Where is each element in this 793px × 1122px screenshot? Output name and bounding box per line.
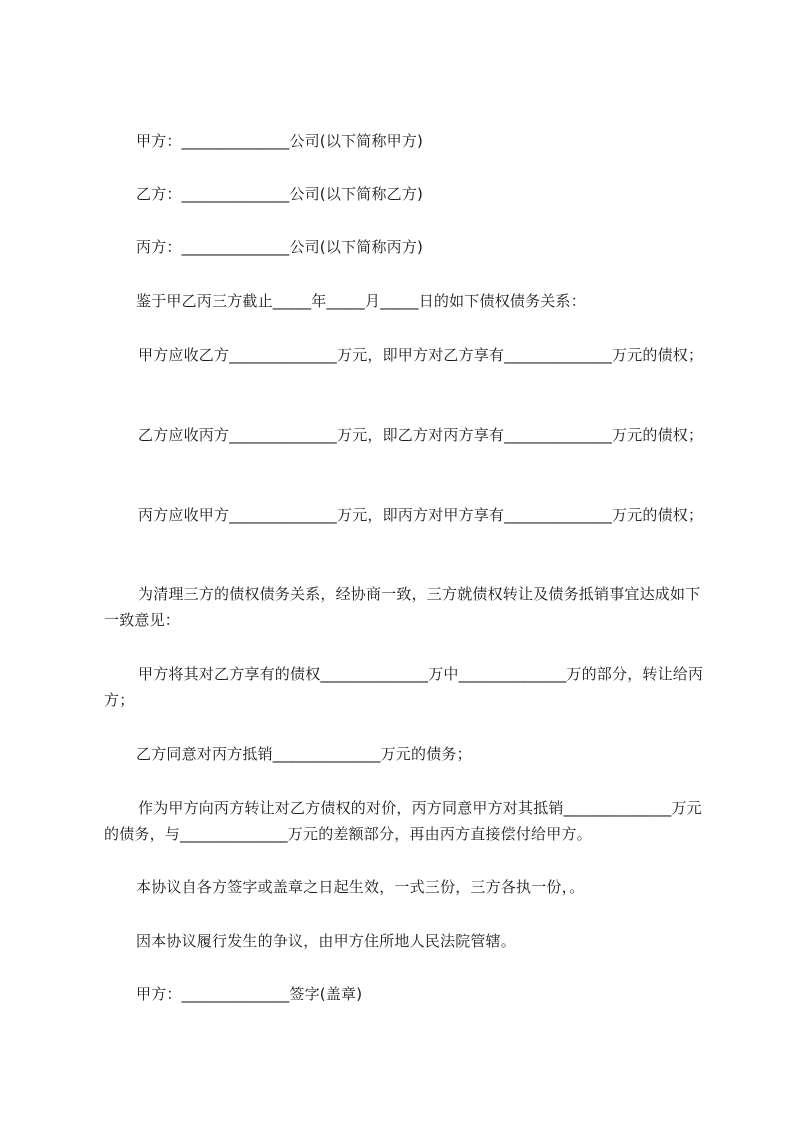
jurisdiction-clause: 因本协议履行发生的争议，由甲方住所地人民法院管辖。 bbox=[136, 932, 517, 950]
effective-clause: 本协议自各方签字或盖章之日起生效，一式三份，三方各执一份，。 bbox=[136, 878, 585, 896]
clause-a-receivable: 甲方应收乙方______________万元，即甲方对乙方享有______________万元的债权； bbox=[138, 346, 704, 364]
clause-transfer: 甲方将其对乙方享有的债权______________万中______________万的部分，转让给丙方； bbox=[104, 665, 704, 709]
clause-c-receivable: 丙方应收甲方______________万元，即丙方对甲方享有______________万元的债权； bbox=[138, 506, 704, 524]
party-c-line: 丙方：______________公司(以下简称丙方) bbox=[136, 238, 424, 256]
party-b-line: 乙方：______________公司(以下简称乙方) bbox=[136, 185, 424, 203]
agreement-purpose: 为清理三方的债权债务关系，经协商一致，三方就债权转让及债务抵销事宜达成如下一致意见： bbox=[104, 585, 701, 629]
debt-relation-intro: 鉴于甲乙丙三方截止_____年_____月_____日的如下债权债务关系： bbox=[136, 292, 586, 310]
party-a-line: 甲方：______________公司(以下简称甲方) bbox=[136, 132, 424, 150]
party-a-signature-line: 甲方：______________签字(盖章) bbox=[136, 985, 363, 1003]
clause-consideration: 作为甲方向丙方转让对乙方债权的对价，丙方同意甲方对其抵销______________万元的债务，与______________万元的差额部分，再由丙方直接偿付给甲方。 bbox=[104, 799, 702, 843]
clause-offset: 乙方同意对丙方抵销______________万元的债务； bbox=[136, 745, 472, 763]
clause-b-receivable: 乙方应收丙方______________万元，即乙方对丙方享有______________万元的债权； bbox=[138, 426, 704, 444]
